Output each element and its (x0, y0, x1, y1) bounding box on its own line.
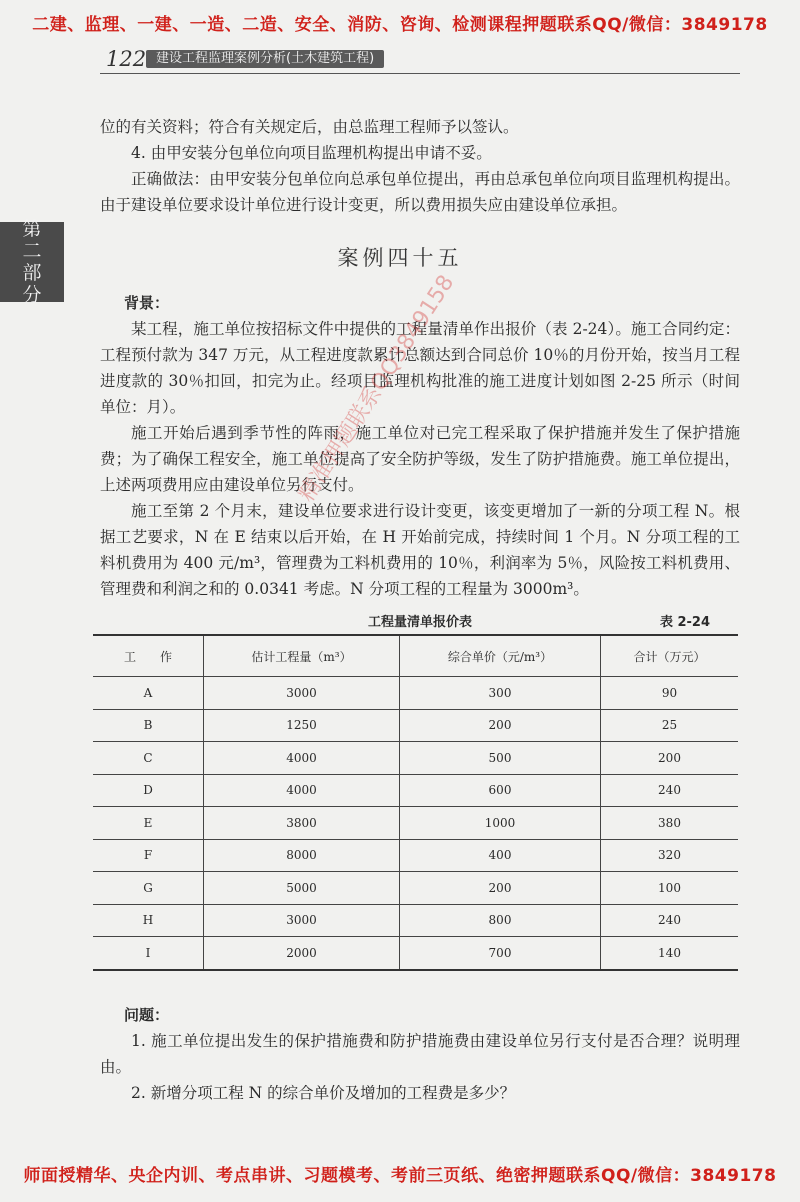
promo-banner-top: 二建、监理、一建、一造、二造、安全、消防、咨询、检测课程押题联系QQ/微信：3849178 (32, 15, 768, 35)
table-row (93, 774, 738, 807)
table-cell: H (93, 904, 204, 937)
question-item: 2. 新增分项工程 N 的综合单价及增加的工程费是多少？ (131, 1084, 516, 1102)
table-cell: 800 (400, 904, 601, 937)
table-cell: B (93, 709, 204, 742)
table-row (93, 807, 738, 840)
table-cell: G (93, 872, 204, 905)
questions-section (100, 1002, 740, 1106)
table-cell: 400 (400, 839, 601, 872)
table-cell: I (93, 937, 204, 970)
background-paragraph: 某工程，施工单位按招标文件中提供的工程量清单作出报价（表 2-24）。施工合同约定：工程预付款为 347 万元，从工程进度款累计总额达到合同总价 10％的月份开始，按当月工程进度款的 30％扣回，扣完为止。经项目监理机构批准的施工进度计划如图 2-25 所示（时间单位：月）。 (100, 320, 740, 416)
side-tab-char: 分 (22, 284, 42, 306)
table-row (93, 677, 738, 710)
table-caption (100, 611, 740, 631)
page-header (100, 47, 800, 71)
table-row (93, 904, 738, 937)
question-item: 1. 施工单位提出发生的保护措施费和防护措施费由建设单位另行支付是否合理？说明理由。 (100, 1032, 740, 1076)
table-cell: 320 (601, 839, 739, 872)
header-cell: 工 作 (93, 635, 204, 677)
table-cell: 500 (400, 742, 601, 775)
table-cell: 3800 (204, 807, 400, 840)
table-cell: 240 (601, 904, 739, 937)
table-row (93, 872, 738, 905)
promo-banner-bottom: 师面授精华、央企内训、考点串讲、习题模考、考前三页纸、绝密押题联系QQ/微信：3849178 (23, 1166, 777, 1186)
book-title: 建设工程监理案例分析(土木建筑工程) (146, 50, 384, 68)
table-cell: 200 (400, 709, 601, 742)
table-cell: 600 (400, 774, 601, 807)
table-row (93, 937, 738, 970)
table-cell: 90 (601, 677, 739, 710)
table-cell: E (93, 807, 204, 840)
quantity-price-table (93, 634, 738, 971)
table-cell: 380 (601, 807, 739, 840)
side-tab-char: 二 (22, 240, 42, 262)
side-tab-char: 部 (22, 262, 42, 284)
table-cell: 200 (601, 742, 739, 775)
table-cell: 2000 (204, 937, 400, 970)
table-cell: 200 (400, 872, 601, 905)
table-title: 工程量清单报价表 (367, 615, 472, 630)
table-cell: 3000 (204, 677, 400, 710)
table-number: 表 2-24 (659, 615, 710, 630)
table-cell: 25 (601, 709, 739, 742)
table-cell: 300 (400, 677, 601, 710)
table-cell: A (93, 677, 204, 710)
table-row (93, 742, 738, 775)
intro-paragraph: 4. 由甲安装分包单位向项目监理机构提出申请不妥。 (131, 144, 492, 162)
watermark-stamp: 精准押题联系QQ3849158 (294, 270, 460, 507)
questions-label: 问题： (124, 1006, 170, 1024)
page-number: 122 (106, 47, 147, 71)
header-cell: 估计工程量（m³） (204, 635, 400, 677)
table-cell: F (93, 839, 204, 872)
table-cell: 4000 (204, 742, 400, 775)
background-label: 背景： (124, 294, 170, 312)
table-cell: 5000 (204, 872, 400, 905)
table-cell: C (93, 742, 204, 775)
header-cell: 合计（万元） (601, 635, 739, 677)
case-title: 案例四十五 (337, 246, 463, 270)
intro-paragraph: 正确做法：由甲安装分包单位向总承包单位提出，再由总承包单位向项目监理机构提出。由于建设单位要求设计单位进行设计变更，所以费用损失应由建设单位承担。 (100, 170, 740, 214)
table-cell: 100 (601, 872, 739, 905)
table-cell: D (93, 774, 204, 807)
table-cell: 700 (400, 937, 601, 970)
table-cell: 240 (601, 774, 739, 807)
table-cell: 3000 (204, 904, 400, 937)
background-paragraph: 施工至第 2 个月末，建设单位要求进行设计变更，该变更增加了一新的分项工程 N。根据工艺要求，N 在 E 结束以后开始，在 H 开始前完成，持续时间 1 个月。N 分项工程的工料机费用为 400 元/m³，管理费为工料机费用的 10％，利润率为 5％，风险按工料机费用、管理费和利润之和的 0.0341 考虑。N 分项工程的工程量为 3000m³。 (100, 502, 740, 598)
table-cell: 140 (601, 937, 739, 970)
table-row (93, 839, 738, 872)
intro-section (100, 114, 740, 218)
background-paragraph: 施工开始后遇到季节性的阵雨，施工单位对已完工程采取了保护措施并发生了保护措施费；为了确保工程安全，施工单位提高了安全防护等级，发生了防护措施费。施工单位提出，上述两项费用应由建设单位另行支付。 (100, 424, 740, 494)
table-cell: 1000 (400, 807, 601, 840)
header-rule (100, 73, 740, 74)
header-cell: 综合单价（元/m³） (400, 635, 601, 677)
intro-paragraph: 位的有关资料；符合有关规定后，由总监理工程师予以签认。 (100, 118, 519, 136)
table-header-row (93, 635, 738, 677)
table-cell: 1250 (204, 709, 400, 742)
table-cell: 4000 (204, 774, 400, 807)
side-tab-char: 第 (22, 218, 42, 240)
table-row (93, 709, 738, 742)
table-cell: 8000 (204, 839, 400, 872)
